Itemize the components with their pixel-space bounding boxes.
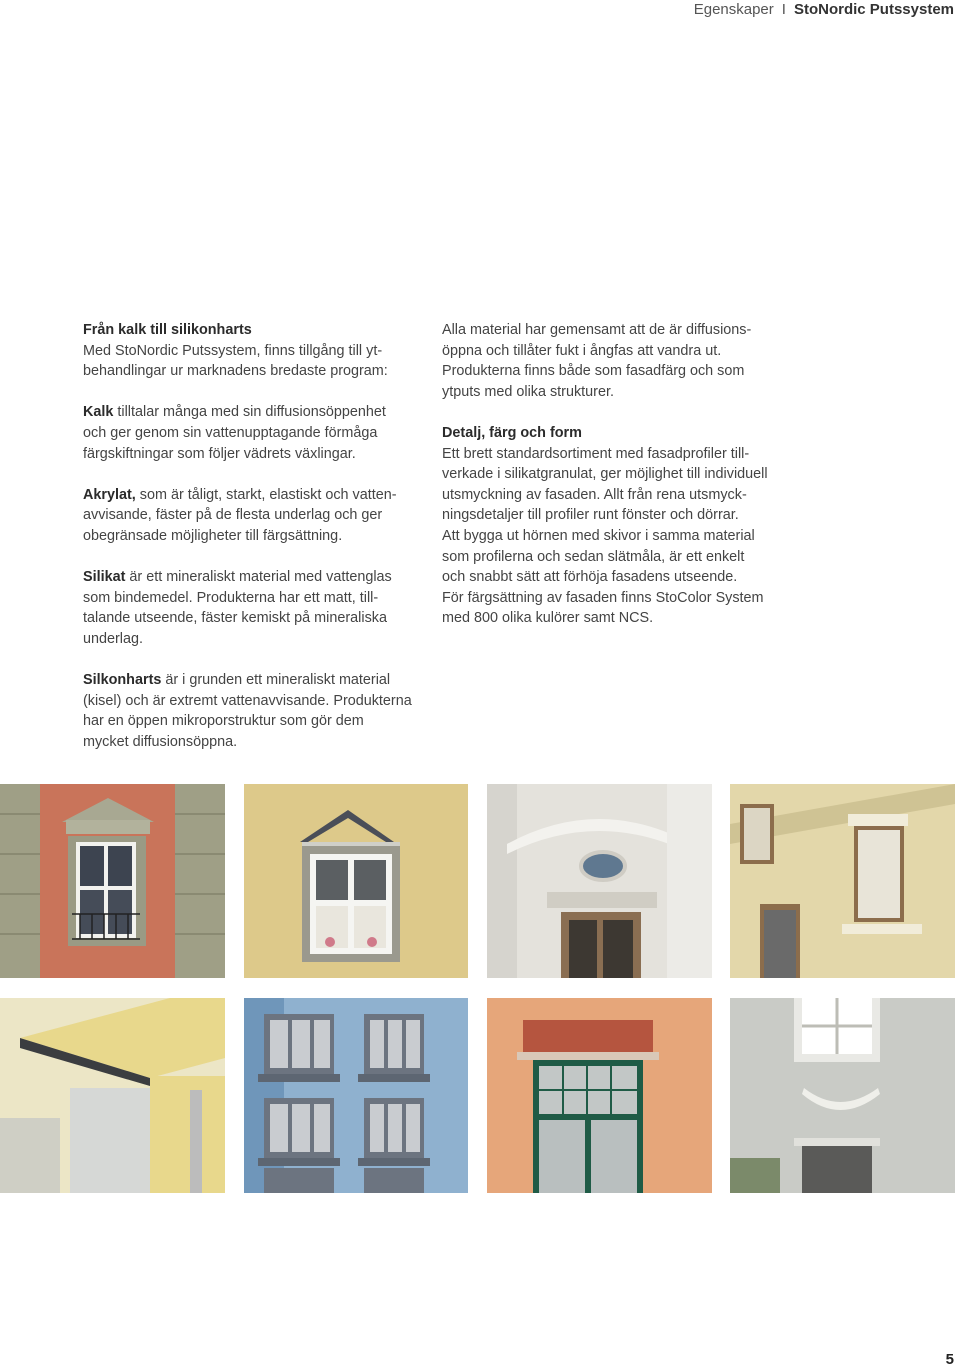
intro-line: Med StoNordic Putssystem, finns tillgång till yt- <box>83 342 383 359</box>
detail-line: som profilerna och sedan slätmåla, är ett enkelt <box>442 548 745 565</box>
kalk-line: färgskiftningar som följer vädrets växlingar. <box>83 445 356 462</box>
kalk-term: Kalk <box>83 404 114 421</box>
akrylat-paragraph <box>83 485 428 547</box>
silikon-line: (kisel) och är extremt vattenavvisande. Produkterna <box>83 692 412 709</box>
header-separator: I <box>781 1 786 18</box>
header-title: StoNordic Putssystem <box>793 1 954 18</box>
detail-line: och snabbt sätt att förhöja fasadens utseende. <box>442 569 738 586</box>
header-section: Egenskaper <box>693 1 774 18</box>
silikon-line: har en öppen mikroporstruktur som gör dem <box>83 713 364 730</box>
silikon-line: mycket diffusionsöppna. <box>83 733 238 750</box>
photo-yellow-facade-window <box>244 784 468 978</box>
detail-line: Ett brett standardsortiment med fasadprofiler till- <box>442 445 750 462</box>
detail-line: verkade i silikatgranulat, ger möjlighet till individuell <box>442 466 768 483</box>
detail-paragraph <box>442 423 787 629</box>
photo-blue-bay-windows <box>244 998 468 1193</box>
detail-line: ningsdetaljer till profiler runt fönster och dörrar. <box>442 507 739 524</box>
kalk-line: och ger genom sin vattenupptagande förmåga <box>83 424 378 441</box>
akrylat-line: som är tåligt, starkt, elastiskt och vatten- <box>135 486 397 503</box>
photo-orange-green-window <box>487 998 712 1193</box>
page-header <box>694 0 954 20</box>
silikat-line: underlag. <box>83 630 144 647</box>
photo-yellow-corner-building <box>0 998 225 1193</box>
common-line: ytputs med olika strukturer. <box>442 383 614 400</box>
common-paragraph <box>442 320 787 402</box>
silikat-line: som bindemedel. Produkterna har ett matt, till- <box>83 589 379 606</box>
intro-paragraph <box>83 320 428 382</box>
detail-heading: Detalj, färg och form <box>442 424 582 441</box>
akrylat-line: obegränsade möjligheter till färgsättning. <box>83 527 343 544</box>
silikat-term: Silikat <box>83 569 126 586</box>
silikon-line: är i grunden ett mineraliskt material <box>161 672 391 689</box>
silikat-line: är ett mineraliskt material med vattenglas <box>125 569 392 586</box>
right-column <box>442 320 787 629</box>
photo-white-ornament-facade <box>487 784 712 978</box>
photo-red-facade-window <box>0 784 225 978</box>
page-number: 5 <box>945 1351 954 1368</box>
silikat-line: talande utseende, fäster kemiskt på mineraliska <box>83 610 387 627</box>
detail-line: För färgsättning av fasaden finns StoColor System <box>442 589 764 606</box>
detail-line: utsmyckning av fasaden. Allt från rena utsmyck- <box>442 486 747 503</box>
kalk-line: tilltalar många med sin diffusionsöppenhet <box>113 404 386 421</box>
kalk-paragraph <box>83 402 428 464</box>
common-line: öppna och tillåter fukt i ångfas att vandra ut. <box>442 342 722 359</box>
intro-line: behandlingar ur marknadens bredaste program: <box>83 363 388 380</box>
akrylat-term: Akrylat, <box>83 486 136 503</box>
detail-line: Att bygga ut hörnen med skivor i samma material <box>442 527 755 544</box>
detail-line: med 800 olika kulörer samt NCS. <box>442 610 654 627</box>
photo-grey-facade-ornament <box>730 998 955 1193</box>
common-line: Alla material har gemensamt att de är diffusions- <box>442 322 752 338</box>
silikat-paragraph <box>83 567 428 649</box>
common-line: Produkterna finns både som fasadfärg och som <box>442 363 745 380</box>
left-column <box>83 320 428 752</box>
photo-textured-beige-facade <box>730 784 955 978</box>
intro-heading: Från kalk till silikonharts <box>83 322 252 338</box>
silikon-paragraph <box>83 670 428 752</box>
akrylat-line: avvisande, fäster på de flesta underlag och ger <box>83 507 383 524</box>
silikon-term: Silkonharts <box>83 672 162 689</box>
